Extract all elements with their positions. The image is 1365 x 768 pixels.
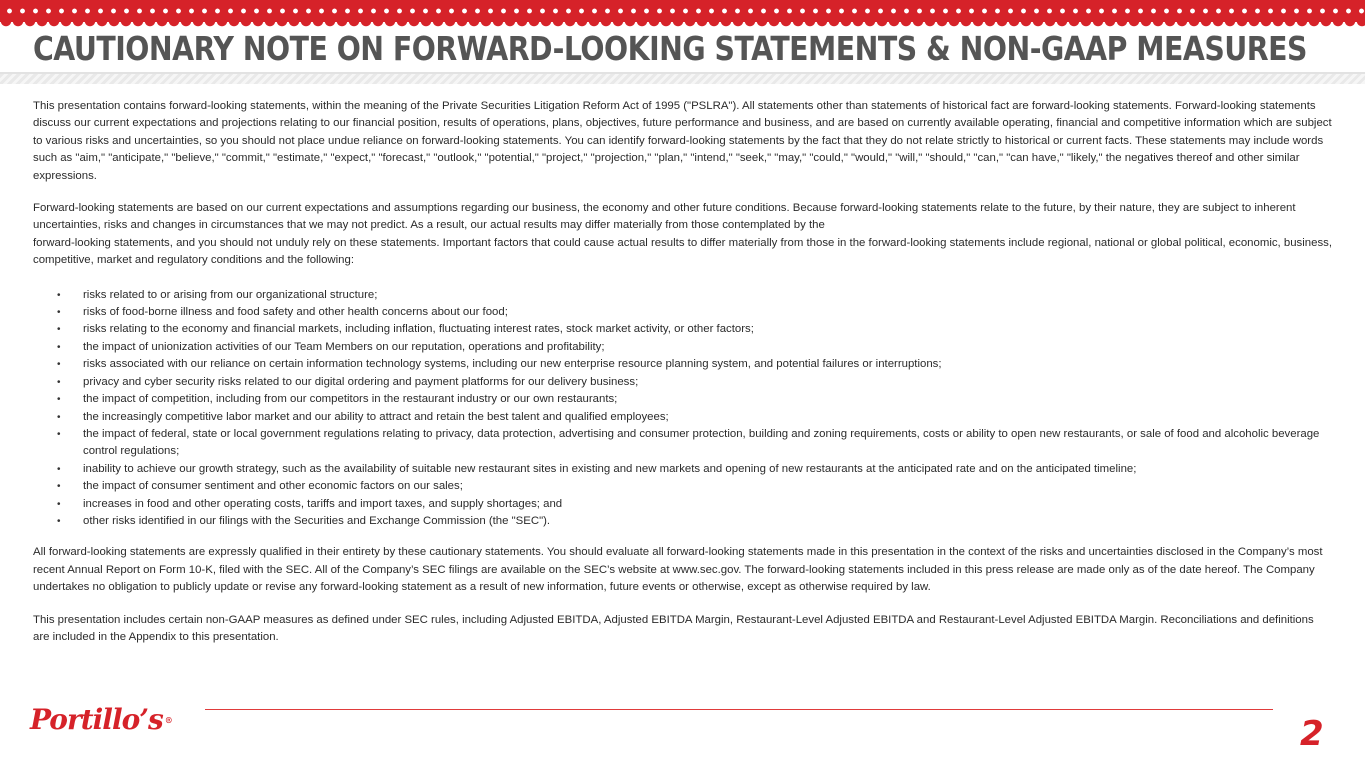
page-number: 2 xyxy=(1300,714,1324,754)
risk-item: • the increasingly competitive labor market and our ability to attract and retain the best talent and qualified employees; xyxy=(33,409,1333,426)
factors-paragraph-part-1: Forward-looking statements are based on our current expectations and assumptions regarding our business, the economy and other future conditions. Because forward-looking statements relate to the future, by their nature, they are subject to inherent uncertainties, risks and changes in circumstances that we may not predict. As a result, our actual results may differ materially from those contemplated by the xyxy=(33,202,1296,232)
risk-item: • risks relating to the economy and financial markets, including inflation, fluctuating interest rates, stock market activity, or other factors; xyxy=(33,321,1333,338)
risk-item: • increases in food and other operating costs, tariffs and import taxes, and supply shortages; and xyxy=(33,496,1333,513)
risk-item: • the impact of unionization activities of our Team Members on our reputation, operations and profitability; xyxy=(33,339,1333,356)
page-title: CAUTIONARY NOTE ON FORWARD-LOOKING STATEMENTS & NON-GAAP MEASURES xyxy=(33,29,1307,68)
disclaimer-content xyxy=(33,98,1333,661)
risk-item: • the impact of federal, state or local government regulations relating to privacy, data protection, advertising and consumer protection, building and zoning requirements, costs or ability to open new restaurants, or sale of food and alcoholic beverage control regulations; xyxy=(33,426,1333,461)
risk-item: • risks of food-borne illness and food safety and other health concerns about our food; xyxy=(33,304,1333,321)
risk-item: • the impact of consumer sentiment and other economic factors on our sales; xyxy=(33,478,1333,495)
portillos-logo xyxy=(30,700,172,740)
risk-item: • privacy and cyber security risks related to our digital ordering and payment platforms for our delivery business; xyxy=(33,374,1333,391)
qualification-paragraph: All forward-looking statements are expressly qualified in their entirety by these cautionary statements. You should evaluate all forward-looking statements made in this presentation in the context of the risks and uncertainties disclosed in the Company’s most recent Annual Report on Form 10-K, filed with the SEC. All of the Company’s SEC filings are available on the SEC’s website at www.sec.gov. The forward-looking statements included in this press release are made only as of the date hereof. The Company undertakes no obligation to publicly update or revise any forward-looking statement as a result of new information, future events or otherwise, except as otherwise required by law. xyxy=(33,546,1323,594)
risk-item: • other risks identified in our filings with the Securities and Exchange Commission (the "SEC"). xyxy=(33,513,1333,530)
risk-item: • the impact of competition, including from our competitors in the restaurant industry or our own restaurants; xyxy=(33,391,1333,408)
risk-item: • inability to achieve our growth strategy, such as the availability of suitable new restaurant sites in existing and new markets and opening of new restaurants at the anticipated rate and on the anticipated timeline; xyxy=(33,461,1333,478)
title-underline-band xyxy=(0,72,1365,84)
factors-paragraph xyxy=(33,200,1333,270)
top-decorative-band xyxy=(0,0,1365,22)
registered-mark: ® xyxy=(164,715,172,725)
risk-list xyxy=(33,287,1333,531)
logo-wordmark: Portillo’s xyxy=(30,703,163,736)
non-gaap-paragraph: This presentation includes certain non-GAAP measures as defined under SEC rules, including Adjusted EBITDA, Adjusted EBITDA Margin, Restaurant-Level Adjusted EBITDA and Restaurant-Level Adjusted EBITDA Margin. Reconciliations and definitions are included in the Appendix to this presentation. xyxy=(33,613,1314,643)
footer-divider xyxy=(205,709,1273,710)
risk-item: • risks related to or arising from our organizational structure; xyxy=(33,287,1333,304)
decorative-dots xyxy=(0,6,1365,16)
factors-paragraph-part-2: forward-looking statements, and you should not unduly rely on these statements. Important factors that could cause actual results to differ materially from those in the forward-looking statements include regional, national or global political, economic, business, competitive, market and regulatory conditions and the following: xyxy=(33,236,1333,267)
intro-paragraph: This presentation contains forward-looking statements, within the meaning of the Private Securities Litigation Reform Act of 1995 ("PSLRA"). All statements other than statements of historical fact are forward-looking statements. Forward-looking statements discuss our current expectations and projections relating to our financial position, results of operations, plans, objectives, future performance and business, and are based on currently available operating, financial and competitive information which are subject to various risks and uncertainties, so you should not place undue reliance on forward-looking statements. You can identify forward-looking statements by the fact that they do not relate strictly to historical or current facts. These statements may include words such as "aim," "anticipate," "believe," "commit," "estimate," "expect," "forecast," "outlook," "potential," "project," "projection," "plan," "intend," "seek," "may," "could," "would," "will," "should," "can," "can have," "likely," the negatives thereof and other similar expressions. xyxy=(33,100,1332,182)
risk-item: • risks associated with our reliance on certain information technology systems, including our new enterprise resource planning system, and potential failures or interruptions; xyxy=(33,356,1333,373)
